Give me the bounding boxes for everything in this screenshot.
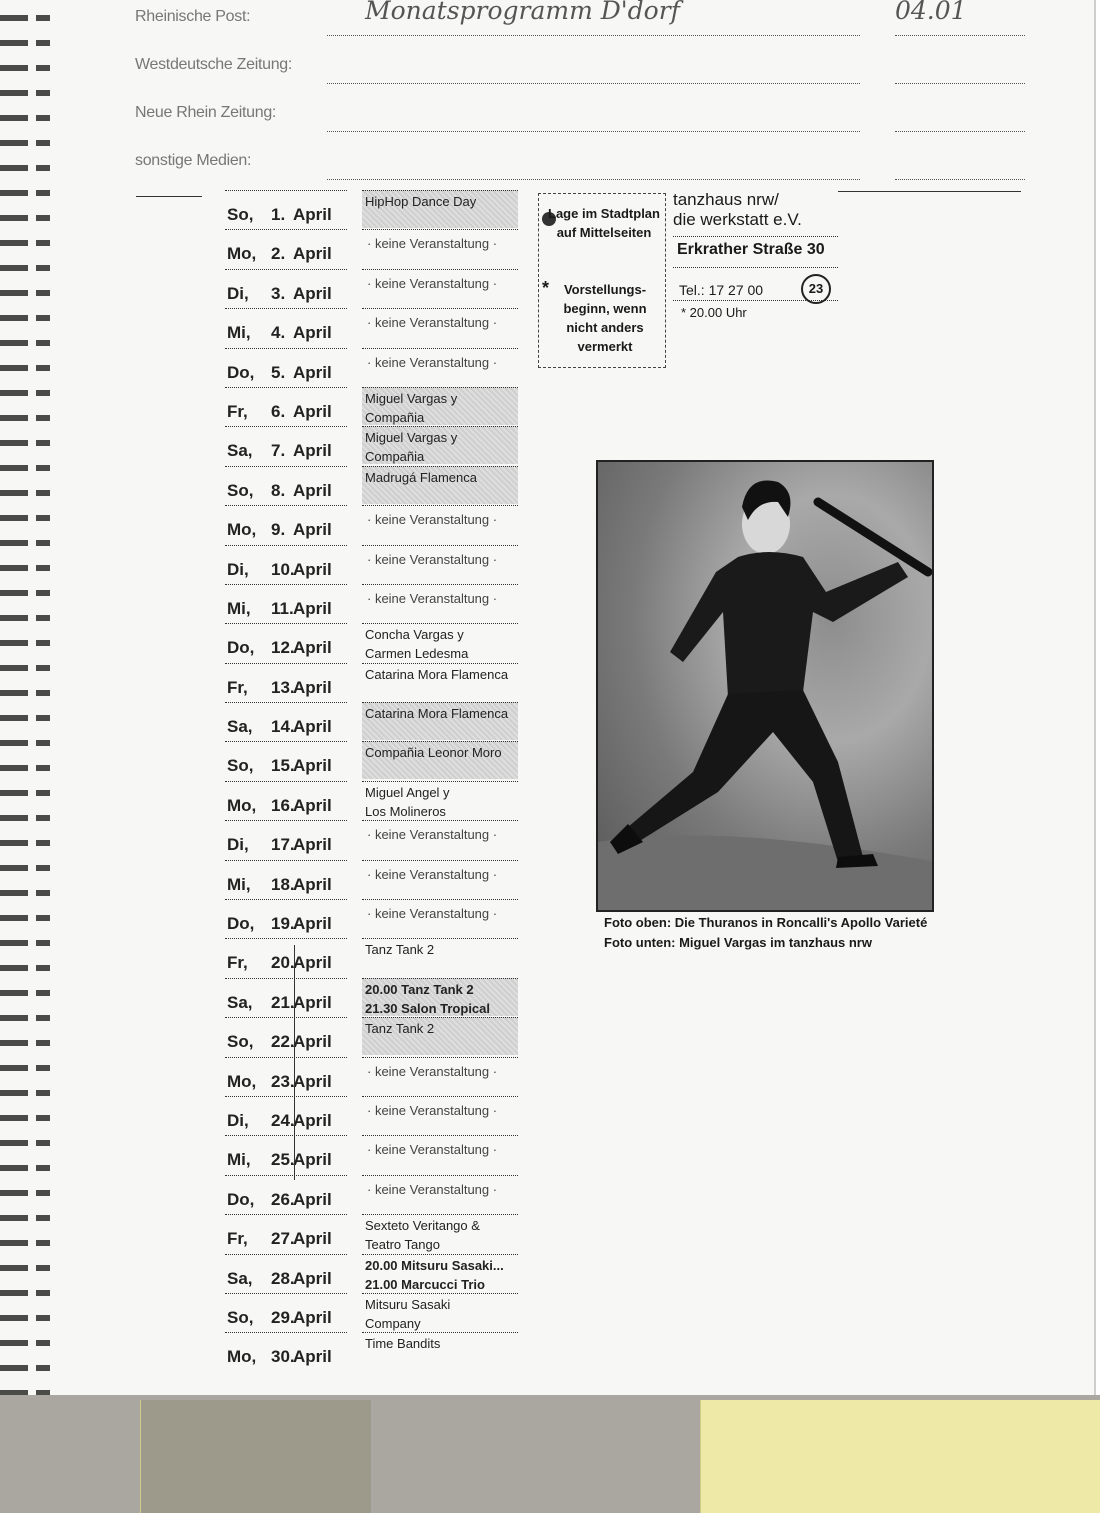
date-num: 17. xyxy=(271,835,295,855)
schedule-date xyxy=(225,1175,347,1214)
date-day: Fr, xyxy=(227,1229,248,1249)
date-month: April xyxy=(293,717,332,737)
date-month: April xyxy=(293,559,332,579)
date-day: Fr, xyxy=(227,677,248,697)
schedule-event: · keine Veranstaltung · xyxy=(362,229,518,267)
schedule-row xyxy=(225,269,525,308)
date-num: 6. xyxy=(271,401,286,421)
date-month: April xyxy=(293,1189,332,1209)
date-num: 21. xyxy=(271,992,295,1012)
schedule-event: Mitsuru Sasaki Company xyxy=(362,1293,518,1331)
schedule-date xyxy=(225,348,347,387)
date-num: 29. xyxy=(271,1307,295,1327)
spiral-binding xyxy=(0,0,50,1395)
schedule-row xyxy=(225,1057,525,1096)
date-num: 27. xyxy=(271,1229,295,1249)
date-day: Mi, xyxy=(227,874,251,894)
schedule-row xyxy=(225,387,525,426)
schedule-row xyxy=(225,1135,525,1174)
schedule-row xyxy=(225,348,525,387)
schedule-date xyxy=(225,466,347,505)
date-day: Mi, xyxy=(227,1150,251,1170)
schedule-event: Madrugá Flamenca xyxy=(362,466,518,504)
schedule-row xyxy=(225,860,525,899)
schedule-event: · keine Veranstaltung · xyxy=(362,1096,518,1134)
schedule-event: Tanz Tank 2 xyxy=(362,1017,518,1055)
schedule-date xyxy=(225,1332,347,1371)
media-field-row xyxy=(135,104,1025,134)
venue-name: tanzhaus nrw/ die werkstatt e.V. xyxy=(673,190,802,229)
date-day: Do, xyxy=(227,914,255,934)
schedule-row xyxy=(225,663,525,702)
schedule-event: · keine Veranstaltung · xyxy=(362,308,518,346)
schedule-row xyxy=(225,190,525,229)
date-month: April xyxy=(293,992,332,1012)
date-day: Sa, xyxy=(227,1268,253,1288)
date-day: Di, xyxy=(227,1110,249,1130)
date-day: Mo, xyxy=(227,520,257,540)
schedule-row xyxy=(225,1096,525,1135)
schedule-date xyxy=(225,741,347,780)
schedule-row xyxy=(225,1214,525,1253)
dotted-line xyxy=(895,131,1025,132)
media-field-row xyxy=(135,152,1025,182)
date-day: Do, xyxy=(227,362,255,382)
dotted-line xyxy=(327,131,860,132)
date-num: 16. xyxy=(271,795,295,815)
date-num: 26. xyxy=(271,1189,295,1209)
date-day: Mi, xyxy=(227,323,251,343)
schedule-row xyxy=(225,584,525,623)
date-month: April xyxy=(293,953,332,973)
schedule-row xyxy=(225,781,525,820)
dotted-line xyxy=(327,35,860,36)
date-month: April xyxy=(293,205,332,224)
date-num: 23. xyxy=(271,1071,295,1091)
schedule-event: · keine Veranstaltung · xyxy=(362,348,518,386)
schedule-date xyxy=(225,190,347,229)
date-month: April xyxy=(293,1347,332,1367)
schedule-event: · keine Veranstaltung · xyxy=(362,860,518,898)
schedule-date xyxy=(225,1135,347,1174)
schedule-row xyxy=(225,1332,525,1371)
date-month: April xyxy=(293,1150,332,1170)
date-day: Di, xyxy=(227,835,249,855)
date-day: Mo, xyxy=(227,1347,257,1367)
schedule-event: · keine Veranstaltung · xyxy=(362,1057,518,1095)
caption-top: Foto oben: Die Thuranos in Roncalli's Apollo Varieté xyxy=(604,915,928,930)
handwritten-code: 04.01 xyxy=(895,0,967,25)
date-day: Di, xyxy=(227,559,249,579)
date-month: April xyxy=(293,1032,332,1052)
schedule-date xyxy=(225,1057,347,1096)
media-field-row xyxy=(135,56,1025,86)
schedule-event: Catarina Mora Flamenca xyxy=(362,663,518,701)
date-num: 5. xyxy=(271,362,286,382)
media-field-label: sonstige Medien: xyxy=(135,152,252,169)
date-month: April xyxy=(293,323,332,343)
date-day: Mo, xyxy=(227,244,257,264)
date-num: 11. xyxy=(271,598,294,618)
sticky-tab xyxy=(700,1400,1100,1513)
dotted-line xyxy=(895,179,1025,180)
dotted-line xyxy=(895,35,1025,36)
dancer-figure-icon xyxy=(598,462,934,912)
schedule-row xyxy=(225,1293,525,1332)
date-day: So, xyxy=(227,756,254,776)
dotted-line xyxy=(327,83,860,84)
schedule-event: Compañia Leonor Moro xyxy=(362,741,518,779)
event-schedule xyxy=(225,190,525,1372)
date-month: April xyxy=(293,1110,332,1130)
date-day: Mi, xyxy=(227,598,251,618)
schedule-event: · keine Veranstaltung · xyxy=(362,584,518,622)
date-month: April xyxy=(293,1307,332,1327)
schedule-date xyxy=(225,899,347,938)
schedule-date xyxy=(225,938,347,977)
date-num: 28. xyxy=(271,1268,295,1288)
date-month: April xyxy=(293,362,332,382)
date-day: So, xyxy=(227,480,254,500)
date-month: April xyxy=(293,1268,332,1288)
schedule-row xyxy=(225,229,525,268)
date-day: Mo, xyxy=(227,795,257,815)
date-num: 2. xyxy=(271,244,286,264)
date-num: 1. xyxy=(271,205,286,224)
schedule-event: 20.00 Mitsuru Sasaki... 21.00 Marcucci Trio xyxy=(362,1254,518,1292)
date-day: Fr, xyxy=(227,953,248,973)
date-num: 15. xyxy=(271,756,295,776)
asterisk-icon: * xyxy=(542,278,550,298)
date-num: 13. xyxy=(271,677,295,697)
schedule-event: Concha Vargas y Carmen Ledesma xyxy=(362,623,518,661)
date-num: 30. xyxy=(271,1347,295,1367)
date-month: April xyxy=(293,480,332,500)
schedule-event: Catarina Mora Flamenca xyxy=(362,702,518,740)
schedule-event: Miguel Vargas y Compañia xyxy=(362,387,518,425)
schedule-date xyxy=(225,1293,347,1332)
schedule-row xyxy=(225,505,525,544)
schedule-date xyxy=(225,663,347,702)
date-num: 3. xyxy=(271,283,286,303)
binder-tab xyxy=(140,1400,371,1513)
schedule-event: · keine Veranstaltung · xyxy=(362,1175,518,1213)
schedule-event: · keine Veranstaltung · xyxy=(362,505,518,543)
venue-start-time: * 20.00 Uhr xyxy=(681,305,747,320)
schedule-date xyxy=(225,1017,347,1056)
date-num: 7. xyxy=(271,441,286,461)
schedule-date xyxy=(225,1214,347,1253)
date-num: 9. xyxy=(271,520,286,540)
date-month: April xyxy=(293,244,332,264)
schedule-event: · keine Veranstaltung · xyxy=(362,1135,518,1173)
legend-star-note: Vorstellungs-beginn, wenn nicht anders vermerkt xyxy=(563,282,647,354)
divider xyxy=(294,945,295,1180)
date-month: April xyxy=(293,914,332,934)
date-num: 20. xyxy=(271,953,295,973)
schedule-row xyxy=(225,1017,525,1056)
schedule-row xyxy=(225,978,525,1017)
date-day: Fr, xyxy=(227,401,248,421)
legend-box xyxy=(538,193,666,368)
schedule-event: · keine Veranstaltung · xyxy=(362,545,518,583)
date-day: So, xyxy=(227,1032,254,1052)
schedule-date xyxy=(225,269,347,308)
date-month: April xyxy=(293,441,332,461)
schedule-date xyxy=(225,1254,347,1293)
divider xyxy=(136,196,202,197)
schedule-event: · keine Veranstaltung · xyxy=(362,820,518,858)
date-day: So, xyxy=(227,205,254,224)
schedule-date xyxy=(225,702,347,741)
dotted-line xyxy=(327,179,860,180)
date-num: 10. xyxy=(271,559,295,579)
schedule-date xyxy=(225,229,347,268)
dancer-photo xyxy=(596,460,934,912)
venue-block xyxy=(673,190,838,320)
schedule-date xyxy=(225,978,347,1017)
schedule-row xyxy=(225,545,525,584)
date-num: 12. xyxy=(271,638,295,658)
date-month: April xyxy=(293,874,332,894)
schedule-date xyxy=(225,426,347,465)
date-num: 19. xyxy=(271,914,295,934)
schedule-row xyxy=(225,308,525,347)
schedule-date xyxy=(225,545,347,584)
schedule-row xyxy=(225,466,525,505)
schedule-row xyxy=(225,938,525,977)
date-month: April xyxy=(293,677,332,697)
legend-map-note: Lage im Stadtplan auf Mittelseiten xyxy=(548,206,660,240)
date-day: Sa, xyxy=(227,441,253,461)
dotted-line xyxy=(895,83,1025,84)
date-day: Mo, xyxy=(227,1071,257,1091)
schedule-row xyxy=(225,741,525,780)
date-month: April xyxy=(293,283,332,303)
schedule-row xyxy=(225,623,525,662)
photo-captions xyxy=(604,913,927,953)
media-field-label: Neue Rhein Zeitung: xyxy=(135,104,277,121)
date-month: April xyxy=(293,795,332,815)
media-field-label: Rheinische Post: xyxy=(135,8,251,25)
date-day: Do, xyxy=(227,1189,255,1209)
schedule-date xyxy=(225,584,347,623)
schedule-event: · keine Veranstaltung · xyxy=(362,899,518,937)
handwritten-note: Monatsprogramm D'dorf xyxy=(365,0,680,25)
schedule-event: Tanz Tank 2 xyxy=(362,938,518,976)
date-day: Sa, xyxy=(227,717,253,737)
date-num: 4. xyxy=(271,323,286,343)
media-field-label: Westdeutsche Zeitung: xyxy=(135,56,293,73)
schedule-event: · keine Veranstaltung · xyxy=(362,269,518,307)
date-num: 14. xyxy=(271,717,295,737)
schedule-event: HipHop Dance Day xyxy=(362,190,518,228)
map-number-badge: 23 xyxy=(801,274,831,304)
date-month: April xyxy=(293,401,332,421)
venue-phone: Tel.: 17 27 00 xyxy=(679,282,764,298)
schedule-date xyxy=(225,505,347,544)
date-month: April xyxy=(293,1071,332,1091)
date-month: April xyxy=(293,1229,332,1249)
divider xyxy=(838,191,1021,192)
date-num: 22. xyxy=(271,1032,295,1052)
date-num: 25. xyxy=(271,1150,295,1170)
schedule-row xyxy=(225,820,525,859)
date-day: Sa, xyxy=(227,992,253,1012)
date-num: 8. xyxy=(271,480,286,500)
date-month: April xyxy=(293,835,332,855)
schedule-date xyxy=(225,387,347,426)
schedule-event: Sexteto Veritango & Teatro Tango xyxy=(362,1214,518,1252)
date-month: April xyxy=(293,756,332,776)
date-num: 18. xyxy=(271,874,295,894)
schedule-row xyxy=(225,426,525,465)
date-day: So, xyxy=(227,1307,254,1327)
schedule-event: Miguel Vargas y Compañia xyxy=(362,426,518,464)
schedule-date xyxy=(225,623,347,662)
schedule-event: 20.00 Tanz Tank 2 21.30 Salon Tropical xyxy=(362,978,518,1016)
schedule-row xyxy=(225,899,525,938)
date-day: Di, xyxy=(227,283,249,303)
date-month: April xyxy=(293,638,332,658)
schedule-date xyxy=(225,860,347,899)
date-day: Do, xyxy=(227,638,255,658)
date-month: April xyxy=(293,598,332,618)
venue-address: Erkrather Straße 30 xyxy=(677,241,825,258)
caption-bottom: Foto unten: Miguel Vargas im tanzhaus nrw xyxy=(604,935,872,950)
schedule-row xyxy=(225,1175,525,1214)
schedule-row xyxy=(225,1254,525,1293)
schedule-date xyxy=(225,308,347,347)
schedule-date xyxy=(225,820,347,859)
date-month: April xyxy=(293,520,332,540)
schedule-event: Miguel Angel y Los Molineros xyxy=(362,781,518,819)
schedule-date xyxy=(225,781,347,820)
date-num: 24. xyxy=(271,1110,295,1130)
schedule-date xyxy=(225,1096,347,1135)
schedule-row xyxy=(225,702,525,741)
schedule-event: Time Bandits xyxy=(362,1332,518,1370)
